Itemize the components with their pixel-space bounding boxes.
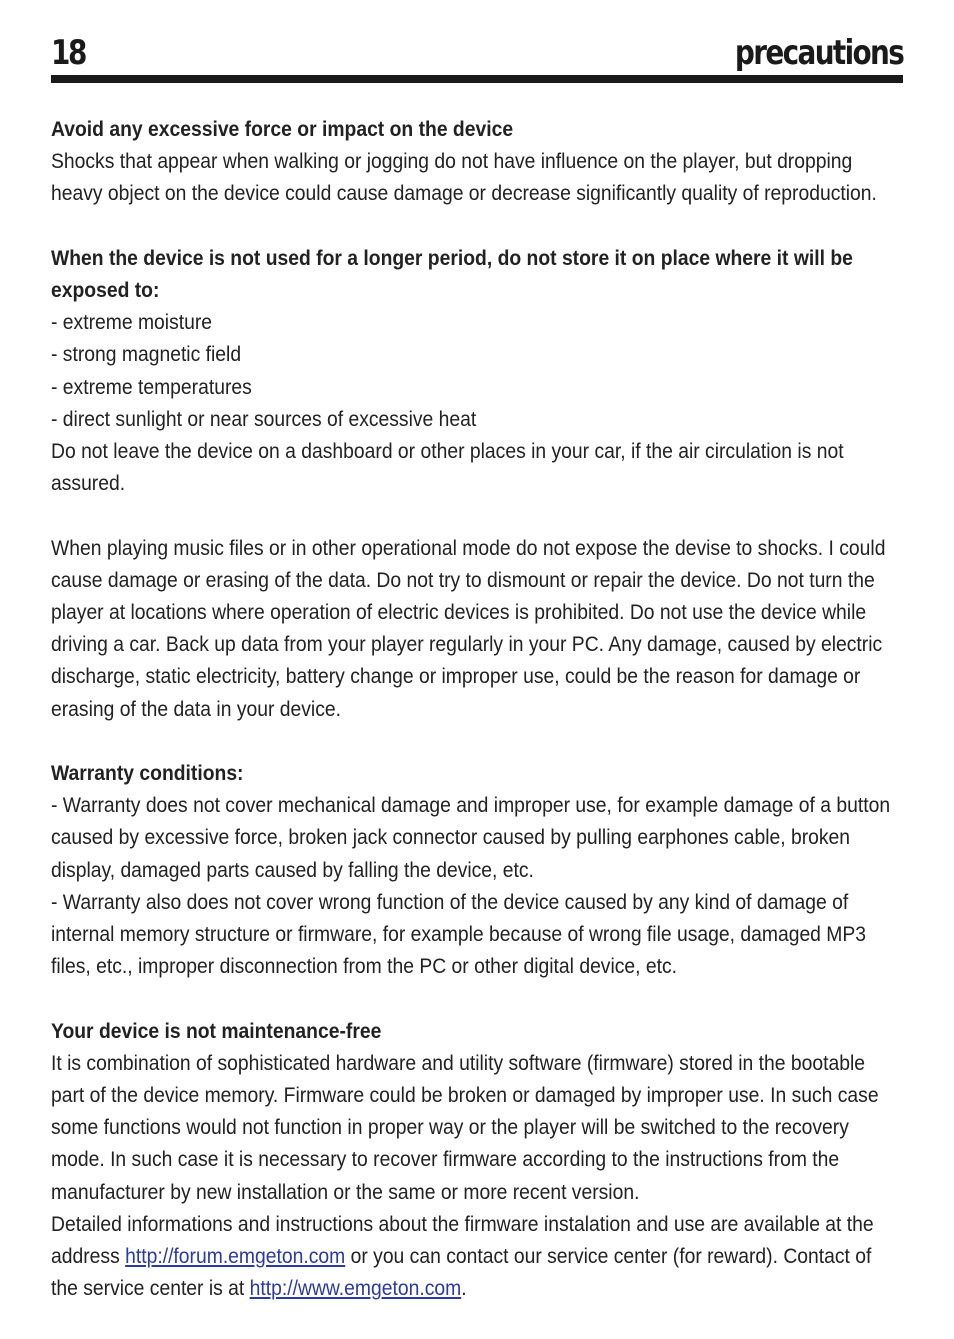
paragraph-line: - Warranty also does not cover wrong function of the device caused by any kind of damage of (51, 890, 849, 914)
paragraph-line: discharge, static electricity, battery change or improper use, could be the reason for damage or (51, 665, 861, 689)
paragraph-line (51, 1273, 907, 1305)
paragraph-line: Do not leave the device on a dashboard or other places in your car, if the air circulation is not (51, 440, 844, 464)
list-item: - extreme temperatures (51, 375, 252, 399)
page-content (51, 114, 907, 1305)
paragraph-line: display, damaged parts caused by falling the device, etc. (51, 858, 534, 882)
heading-storage-cont: exposed to: (51, 279, 160, 302)
address-suffix: or you can contact our service center (for reward). Contact of (345, 1245, 872, 1269)
paragraph-line (51, 1241, 907, 1273)
paragraph-line: player at locations where operation of electric devices is prohibited. Do not use the device while (51, 601, 867, 625)
paragraph-line: It is combination of sophisticated hardware and utility software (firmware) stored in the bootable (51, 1051, 865, 1075)
paragraph-line: files, etc., improper disconnection from the PC or other digital device, etc. (51, 955, 678, 979)
paragraph-line: Shocks that appear when walking or jogging do not have influence on the player, but dropping (51, 150, 853, 174)
section-title: precautions (734, 33, 903, 73)
heading-warranty: Warranty conditions: (51, 762, 244, 786)
heading-storage: When the device is not used for a longer period, do not store it on place where it will be (51, 246, 853, 270)
paragraph-line: part of the device memory. Firmware could be broken or damaged by improper use. In such case (51, 1084, 879, 1108)
paragraph-line: driving a car. Back up data from your player regularly in your PC. Any damage, caused by electric (51, 633, 883, 657)
address-prefix: address (51, 1245, 126, 1269)
service-prefix: the service center is at (51, 1277, 250, 1301)
page-number: 18 (51, 33, 85, 73)
list-item: - extreme moisture (51, 311, 213, 335)
paragraph-line: - Warranty does not cover mechanical damage and improper use, for example damage of a button (51, 794, 891, 818)
forum-link[interactable]: http://forum.emgeton.com (125, 1245, 346, 1269)
page-header (51, 28, 903, 84)
service-suffix: . (461, 1277, 467, 1301)
paragraph-line: cause damage or erasing of the data. Do not try to dismount or repair the device. Do not turn the (51, 568, 875, 592)
paragraph-line: manufacturer by new installation or the same or more recent version. (51, 1180, 640, 1204)
website-link[interactable]: http://www.emgeton.com (249, 1277, 462, 1301)
paragraph-line: internal memory structure or firmware, for example because of wrong file usage, damaged MP3 (51, 923, 867, 947)
paragraph-line: caused by excessive force, broken jack connector caused by pulling earphones cable, broken (51, 826, 851, 850)
paragraph-line: assured. (51, 472, 126, 496)
header-rule (51, 75, 903, 83)
paragraph-line: Detailed informations and instructions about the firmware instalation and use are available at the (51, 1212, 874, 1236)
paragraph-line: When playing music files or in other operational mode do not expose the devise to shocks. I could (51, 536, 886, 560)
heading-maintenance: Your device is not maintenance-free (51, 1019, 382, 1043)
paragraph-line: heavy object on the device could cause damage or decrease significantly quality of reproduction. (51, 182, 877, 206)
paragraph-line: some functions would not function in proper way or the player will be switched to the recovery (51, 1116, 849, 1140)
paragraph-line: mode. In such case it is necessary to recover firmware according to the instructions from the (51, 1148, 840, 1172)
heading-force: Avoid any excessive force or impact on the device (51, 118, 514, 141)
paragraph-line: erasing of the data in your device. (51, 697, 341, 721)
list-item: - strong magnetic field (51, 343, 242, 367)
list-item: - direct sunlight or near sources of excessive heat (51, 407, 477, 431)
